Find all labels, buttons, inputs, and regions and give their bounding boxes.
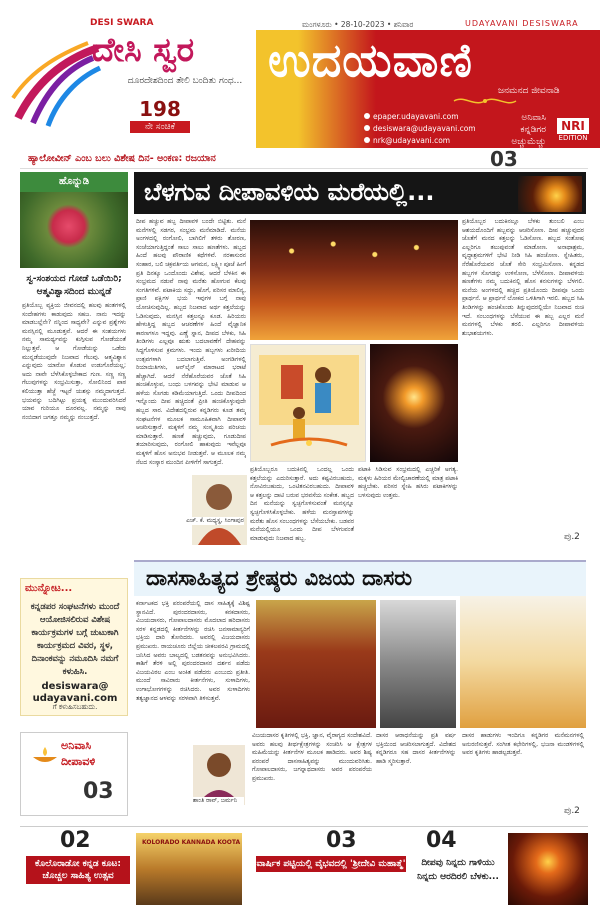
teaser3-diya-photo xyxy=(508,833,588,905)
teaser3-page-ref: 04 xyxy=(426,828,457,853)
logo-eyebrow: DESI SWARA xyxy=(90,18,154,28)
contact-desiswara-email[interactable]: desiswara@udayavani.com xyxy=(364,123,476,135)
masthead-subtitle: ಜನಮನದ ಜೀವನಾಡಿ xyxy=(498,86,560,96)
strip-headline: ಹ್ಯಾಲೋವೀನ್ ಎಂಬ ಬಲು ವಿಶೇಷ ದಿನ- ಅಂಕಣ: ರಜಯಾನ xyxy=(28,153,216,164)
article1-title[interactable]: ಬೆಳಗುವ ದೀಪಾವಳಿಯ ಮರೆಯಲ್ಲಿ... xyxy=(144,178,435,206)
date-line: ಮಂಗಳೂರು • 28-10-2023 • ಶನಿವಾರ xyxy=(302,20,414,29)
article2-column-1: ಕರ್ನಾಟಕದ ಭಕ್ತಿ ಪರಂಪರೆಯಲ್ಲಿ ದಾಸ ಸಾಹಿತ್ಯಕ್ಕೆ ವಿಶಿಷ್ಟ ಸ್ಥಾನವಿದೆ. ಪುರಂದರದಾಸರು, ಕನಕದಾಸರು, ವಿಜಯದಾಸರು, ಗೋಪಾಲದಾಸರು ಮೊದಲಾದ ಹರಿದಾಸರು ಸರಳ ಕನ್ನಡದಲ್ಲಿ ಕೀರ್ತನೆಗಳನ್ನು ರಚಿಸಿ ಜನಸಾಮಾನ್ಯರಿಗೆ ಭಕ್ತಿಯ ದಾರಿ ತೋರಿದರು. ಅವರಲ್ಲಿ ವಿಜಯದಾಸರು ಪ್ರಮುಖರು. ರಾಯಚೂರು ಜಿಲ್ಲೆಯ ಚೀಕಲಪರವಿ ಗ್ರಾಮದಲ್ಲಿ ಜನಿಸಿದ ಅವರು ಬಾಲ್ಯದಲ್ಲಿ ಬಡತನವನ್ನು ಅನುಭವಿಸಿದರು. ಕಾಶಿಗೆ ತೆರಳಿ ಅಲ್ಲಿ ಪುರಂದರದಾಸರ ದರ್ಶನ ಪಡೆದು ವಿಜಯವಿಠಲ ಎಂಬ ಅಂಕಿತ ಪಡೆದರು ಎಂಬುದು ಪ್ರತೀತಿ. ಮುಂದೆ ಸಾವಿರಾರು ಕೀರ್ತನೆಗಳು, ಸುಳಾದಿಗಳು, ಉಗಾಭೋಗಗಳನ್ನು ರಚಿಸಿದರು. ಅವರ ಸುಳಾದಿಗಳು ತತ್ವಜ್ಞಾನದ ಆಳವನ್ನು ಸರಳವಾಗಿ ತಿಳಿಸುತ್ತವೆ. xyxy=(136,600,250,702)
issue-label: ನೇ ಸಂಚಿಕೆ xyxy=(130,121,190,133)
munnota-promo-box xyxy=(20,578,128,716)
teaser2-headline[interactable]: ವಾರ್ಷಿಕ ಪಟ್ಟಿಯಲ್ಲಿ ವೈಭವದಲ್ಲಿ 'ಶ್ರೀದೇವಿ ಮಹಾತ್ಮೆ' xyxy=(256,856,406,872)
headline-strip[interactable] xyxy=(20,149,588,169)
article2-title[interactable]: ದಾಸಸಾಹಿತ್ಯದ ಶ್ರೇಷ್ಠರು ವಿಜಯ ದಾಸರು xyxy=(146,566,413,590)
honnudi-title: ಸ್ವ-ಸಂಶಯದ ಗೋಡೆ ಒಡೆಯಿರಿ; ಆತ್ಮವಿಶ್ವಾಸದಿಂದ ಮುನ್ನಡೆ xyxy=(26,274,122,297)
promo-email[interactable]: desiswara@ udayavani.com xyxy=(32,681,118,704)
article1-column-3: ಪಟಾಕಿ ಸಿಡಿಸುವ ಸಂಭ್ರಮದಲ್ಲಿ ಎಚ್ಚರಿಕೆ ಅಗತ್ಯ. ಮಕ್ಕಳು ಹಿರಿಯರ ಮೇಲ್ವಿಚಾರಣೆಯಲ್ಲಿ ಮಾತ್ರ ಪಟಾಕಿ ಹಚ್ಚಬೇಕು. ಪರಿಸರ ಸ್ನೇಹಿ ಹಸಿರು ಪಟಾಕಿಗಳನ್ನು ಬಳಸುವುದು ಉತ್ತಮ. xyxy=(358,466,458,499)
diya-lamp-image xyxy=(518,176,582,212)
strip-page-ref: 03 xyxy=(490,147,518,171)
bullet-icon xyxy=(364,137,370,143)
deepavali-title-line1: ಅನಿವಾಸಿ xyxy=(61,739,92,752)
nri-edition-badge: NRI EDITION xyxy=(558,119,588,142)
promo-heading: ಮುನ್ನೋಟ... xyxy=(25,583,73,594)
author2-photo xyxy=(193,745,245,805)
author1-byline: ಎಚ್. ಕೆ. ಮಧ್ಯಸ್ಥ, ಸಿಂಗಾಪುರ xyxy=(186,517,244,524)
contact-list xyxy=(364,111,476,147)
deity-painting-photo xyxy=(256,600,376,728)
rose-image xyxy=(20,192,128,268)
honnudi-section-label: ಹೊನ್ನುಡಿ xyxy=(20,172,128,192)
family-lighting-lamp-icon xyxy=(251,345,367,463)
logo-tagline: ದೂರದೇಶದಿಂದ ತೇಲಿ ಬಂದಿತು ಗಂಧ... xyxy=(127,76,243,86)
bullet-icon xyxy=(364,125,370,131)
article1-column-4: ಪ್ರತಿಯೊಬ್ಬರ ಬದುಕಿನಲ್ಲೂ ಬೆಳಕು ತುಂಬಲಿ ಎಂಬ ಆಶಯದೊಂದಿಗೆ ಹಬ್ಬವನ್ನು ಆಚರಿಸೋಣ. ದೀಪ ಹಚ್ಚುವುದರ ಜೊತೆಗೆ ಮನದ ಕತ್ತಲನ್ನು ಓಡಿಸೋಣ. ಹಬ್ಬದ ಸಂತೋಷ ಎಲ್ಲರಿಗೂ ತಲುಪುವಂತೆ ಮಾಡೋಣ. ಅನಾಥಾಶ್ರಮ, ವೃದ್ಧಾಶ್ರಮಗಳಿಗೆ ಭೇಟಿ ನೀಡಿ ಸಿಹಿ ಹಂಚೋಣ. ಸ್ನೇಹಿತರು, ನೆರೆಹೊರೆಯವರ ಜೊತೆ ಸೇರಿ ಸಂಭ್ರಮಿಸೋಣ. ಕನ್ನಡದ ಹಬ್ಬಗಳ ಸೊಗಡನ್ನು ಉಳಿಸೋಣ, ಬೆಳೆಸೋಣ. ದೀಪಾವಳಿಯ ಹಣತೆಗಳು ನಮ್ಮ ಬದುಕಿನಲ್ಲಿ ಹೊಸ ಕನಸುಗಳನ್ನು ಬೆಳಗಲಿ. ಮನೆಯ ಅಂಗಳದಲ್ಲಿ ಹಚ್ಚಿದ ಪ್ರತಿಯೊಂದು ದೀಪವೂ ಒಂದು ಪ್ರಾರ್ಥನೆ. ಆ ಪ್ರಾರ್ಥನೆ ಲೋಕದ ಒಳಿತಿಗಾಗಿ ಇರಲಿ. ಹಬ್ಬದ ಸಿಹಿ ತಿಂಡಿಗಳನ್ನು ಹಂಚಿಕೊಂಡು ತಿನ್ನುವುದರಲ್ಲಿಯೇ ನಿಜವಾದ ರುಚಿ ಇದೆ. ಸಂಬಂಧಗಳನ್ನು ಬೆಸೆಯುವ ಈ ಹಬ್ಬ ಎಲ್ಲರ ಮನೆ ಮನಗಳಲ್ಲಿ ಬೆಳಕು ತರಲಿ. ಎಲ್ಲರಿಗೂ ದೀಪಾವಳಿಯ ಶುಭಾಶಯಗಳು. xyxy=(462,218,584,337)
diya-lamp-icon xyxy=(31,745,59,765)
diwali-illustration xyxy=(250,344,366,462)
masthead-title: ಉದಯವಾಣಿ xyxy=(268,33,473,87)
issue-badge xyxy=(130,97,190,133)
teaser1-page-ref: 02 xyxy=(60,828,91,853)
article2-column-2: ವಿಜಯದಾಸರ ಕೃತಿಗಳಲ್ಲಿ ಭಕ್ತಿ, ಜ್ಞಾನ, ವೈರಾಗ್ಯದ ಸಂದೇಶವಿದೆ. ಅವರು ಹಲವು ತೀರ್ಥಕ್ಷೇತ್ರಗಳನ್ನು ಸಂಚರಿಸಿ ಆ ಕ್ಷೇತ್ರಗಳ ಮಹಿಮೆಯನ್ನು ಕೀರ್ತನೆಗಳ ಮೂಲಕ ಹಾಡಿದರು. ಅವರ ಶಿಷ್ಯ ಪರಂಪರೆ ದಾಸಸಾಹಿತ್ಯವನ್ನು ಮುಂದುವರಿಸಿತು. ಗೋಪಾಲದಾಸರು, ಜಗನ್ನಾಥದಾಸರು ಅವರ ಪರಂಪರೆಯ ಪ್ರಮುಖರು. xyxy=(252,732,372,782)
anivasi-deepavali-box[interactable] xyxy=(20,732,128,816)
author2-byline: ಶಾಂತಿ ರಾವ್, ಜರ್ಮನಿ xyxy=(186,797,244,805)
deepavali-title-line2: ದೀಪಾವಳಿ xyxy=(61,755,96,768)
article2-continued-ref: ಪು.2 xyxy=(564,806,580,816)
article1-column-2: ಪ್ರತಿಯೊಬ್ಬರೂ ಬದುಕಿನಲ್ಲಿ ಒಂದಲ್ಲ ಒಂದು ಕತ್ತಲೆಯನ್ನು ಎದುರಿಸುತ್ತಾರೆ. ಅದು ಕಷ್ಟವಿರಬಹುದು, ನೋವಿರಬಹುದು, ಒಂಟಿತನವಿರಬಹುದು. ದೀಪಾವಳಿ ಆ ಕತ್ತಲನ್ನು ದಾಟಿ ಬರುವ ಭರವಸೆಯ ಸಂಕೇತ. ಹಬ್ಬದ ದಿನ ಮನೆಯನ್ನು ಸ್ವಚ್ಛಗೊಳಿಸುವಂತೆ ಮನಸ್ಸನ್ನೂ ಸ್ವಚ್ಛಗೊಳಿಸಿಕೊಳ್ಳಬೇಕು. ಹಳೆಯ ಮನಸ್ತಾಪಗಳನ್ನು ಮರೆತು ಹೊಸ ಸಂಬಂಧಗಳನ್ನು ಬೆಸೆಯಬೇಕು. ಬಡವರ ಮನೆಯಲ್ಲಿಯೂ ಒಂದು ದೀಪ ಬೆಳಗುವಂತೆ ಮಾಡುವುದು ನಿಜವಾದ ಹಬ್ಬ. xyxy=(250,466,354,542)
sparkler-photo xyxy=(370,344,458,462)
promo-body: ಕನ್ನಡಪರ ಸಂಘಟನೆಗಳು ಮುಂದೆ ಆಯೋಜಿಸಲಿರುವ ವಿಶೇಷ ಕಾರ್ಯಕ್ರಮಗಳ ಬಗ್ಗೆ ಚುಟುಕಾಗಿ ಕಾರ್ಯಕ್ರಮದ ವಿವರ, ಸ್ಥಳ, ದಿನಾಂಕವನ್ನು ನಮೂದಿಸಿ ನಮಗೆ ಕಳುಹಿಸಿ. xyxy=(30,602,120,677)
diwali-lamps-photo xyxy=(250,220,458,340)
anivasi-tagline: ಅನಿವಾಸಿ ಕನ್ನಡಿಗರ ಅಚ್ಚುಮೆಚ್ಚು xyxy=(511,113,546,147)
logo-title: ದೇಸಿ ಸ್ವರ xyxy=(92,30,195,69)
newspaper-header xyxy=(0,0,600,148)
article1-continued-ref: ಪು.2 xyxy=(564,532,580,542)
author1-photo xyxy=(192,475,247,545)
article1-column-1: ದೀಪ ಹಚ್ಚುವ ಹಬ್ಬ ದೀಪಾವಳಿ ಬಂದೇ ಬಿಟ್ಟಿತು. ಮನೆ ಮನೆಗಳಲ್ಲಿ ಸಡಗರ, ಸಂಭ್ರಮ ಮನೆಮಾಡಿದೆ. ಮನೆಯ ಅಂಗಳದಲ್ಲಿ ರಂಗೋಲಿ, ಬಾಗಿಲಿಗೆ ತಳಿರು ತೋರಣ, ಸಂಜೆಯಾಗುತ್ತಿದ್ದಂತೆ ಸಾಲು ಸಾಲು ಹಣತೆಗಳು. ಹಬ್ಬದ ಹಿಂದೆ ಹಲವು ಪೌರಾಣಿಕ ಕಥೆಗಳಿವೆ. ನರಕಾಸುರನ ಸಂಹಾರ, ಬಲಿ ಚಕ್ರವರ್ತಿಯ ಆಗಮನ, ಲಕ್ಷ್ಮೀ ಪೂಜೆ ಹೀಗೆ ಪ್ರತಿ ದಿನಕ್ಕೂ ಒಂದೊಂದು ವಿಶೇಷ. ಆದರೆ ಬೆಳಕಿನ ಈ ಸಂಭ್ರಮದ ನಡುವೆ ನಾವು ಮರೆತು ಹೋಗುವ ಕೆಲವು ಸಂಗತಿಗಳಿವೆ. ಪಟಾಕಿಯ ಸದ್ದು, ಹೊಗೆ, ಪರಿಸರ ಮಾಲಿನ್ಯ, ಪ್ರಾಣಿ ಪಕ್ಷಿಗಳ ಭಯ ಇವುಗಳ ಬಗ್ಗೆ ನಾವು ಯೋಚಿಸುವುದಿಲ್ಲ. ಹಬ್ಬದ ನಿಜವಾದ ಅರ್ಥ ಕತ್ತಲೆಯನ್ನು ಓಡಿಸುವುದು, ಮನಸ್ಸಿನ ಕತ್ತಲನ್ನೂ ಕೂಡ. ಹಿರಿಯರು ಹೇಳುತ್ತಿದ್ದ ಹಬ್ಬದ ಆಚರಣೆಗಳ ಹಿಂದೆ ವೈಜ್ಞಾನಿಕ ಕಾರಣಗಳೂ ಇದ್ದವು. ಎಣ್ಣೆ ಸ್ನಾನ, ದೀಪದ ಬೆಳಕು, ಸಿಹಿ ತಿಂಡಿಗಳು ಎಲ್ಲವೂ ಋತು ಬದಲಾವಣೆಗೆ ದೇಹವನ್ನು ಸಿದ್ಧಗೊಳಿಸುವ ಕ್ರಮಗಳು. ಇಂದು ಹಬ್ಬಗಳು ಖರೀದಿಯ ಉತ್ಸವಗಳಾಗಿ ಬದಲಾಗುತ್ತಿವೆ. ಅಂಗಡಿಗಳಲ್ಲಿ ರಿಯಾಯಿತಿಗಳು, ಆನ್‌ಲೈನ್ ಮಾರಾಟದ ಭರಾಟೆ ಹೆಚ್ಚಾಗಿದೆ. ಆದರೆ ನೆರೆಹೊರೆಯವರ ಜೊತೆ ಸಿಹಿ ಹಂಚಿಕೊಳ್ಳುವ, ಬಂಧು ಬಳಗವನ್ನು ಭೇಟಿ ಮಾಡುವ ಆ ಹಳೆಯ ಸೊಗಡು ಕಡಿಮೆಯಾಗುತ್ತಿದೆ. ಒಂದು ದೀಪದಿಂದ ಇನ್ನೊಂದು ದೀಪ ಹಚ್ಚಿದಂತೆ ಪ್ರೀತಿ ಹಂಚಿಕೊಳ್ಳುವುದೇ ಹಬ್ಬದ ಸಾರ. ವಿದೇಶದಲ್ಲಿರುವ ಕನ್ನಡಿಗರು ಕೂಡ ತಮ್ಮ ಸಂಘಟನೆಗಳ ಮೂಲಕ ಸಾಮೂಹಿಕವಾಗಿ ದೀಪಾವಳಿ ಆಚರಿಸುತ್ತಾರೆ. ಮಕ್ಕಳಿಗೆ ನಮ್ಮ ಸಂಸ್ಕೃತಿಯ ಪರಿಚಯ ಮಾಡಿಸುತ್ತಾರೆ. ಹಣತೆ ಹಚ್ಚುವುದು, ಗೂಡುದೀಪ ತಯಾರಿಸುವುದು, ರಂಗೋಲಿ ಹಾಕುವುದು ಇವೆಲ್ಲವೂ ಮಕ್ಕಳಿಗೆ ಹೊಸ ಅನುಭವ ನೀಡುತ್ತವೆ. ಆ ಮೂಲಕ ನಮ್ಮ ನೆಲದ ಸಂಸ್ಕಾರ ಮುಂದಿನ ಪೀಳಿಗೆಗೆ ಸಾಗುತ್ತದೆ. xyxy=(136,218,246,466)
ornament-icon xyxy=(452,95,518,107)
promo-email-suffix: ಗೆ ಕಳುಹಿಸಬಹುದು. xyxy=(52,703,98,711)
contact-epaper[interactable]: epaper.udayavani.com xyxy=(364,111,476,123)
vijayadasa-portrait-photo xyxy=(380,600,456,728)
saint-with-tambura-illustration xyxy=(460,596,586,728)
honnudi-body: ಪ್ರತಿಯೊಬ್ಬ ವ್ಯಕ್ತಿಯ ಜೀವನದಲ್ಲಿ ಹಲವು ಹಂತಗಳಲ್ಲಿ ಸಂದೇಹಗಳು ಕಾಡುವುದು ಸಹಜ. ನಾನು ಇದನ್ನು ಮಾಡಬಲ್ಲೆನೇ? ನನ್ನಿಂದ ಸಾಧ್ಯವೇ? ಎನ್ನುವ ಪ್ರಶ್ನೆಗಳು ಮನಸ್ಸಿನಲ್ಲಿ ಮೂಡುತ್ತವೆ. ಆದರೆ ಈ ಸಂಶಯಗಳು ನಮ್ಮ ಸಾಮರ್ಥ್ಯವನ್ನು ಕುಗ್ಗಿಸುವ ಗೋಡೆಯಂತೆ ನಿಲ್ಲುತ್ತವೆ. ಆ ಗೋಡೆಯನ್ನು ಒಡೆದು ಮುನ್ನಡೆಯುವುದೇ ನಿಜವಾದ ಗೆಲುವು. ಆತ್ಮವಿಶ್ವಾಸ ಎನ್ನುವುದು ಯಾರೋ ಕೊಡುವ ಉಡುಗೊರೆಯಲ್ಲ; ಅದು ನಾವೇ ಬೆಳೆಸಿಕೊಳ್ಳಬೇಕಾದ ಗುಣ. ಸಣ್ಣ ಸಣ್ಣ ಗೆಲುವುಗಳನ್ನು ಸಂಭ್ರಮಿಸುತ್ತಾ, ಸೋಲಿನಿಂದ ಪಾಠ ಕಲಿಯುತ್ತಾ ಹೆಜ್ಜೆ ಇಟ್ಟರೆ ಯಶಸ್ಸು ನಮ್ಮದಾಗುತ್ತದೆ. ಭಯವನ್ನು ಬದಿಗಿಟ್ಟು ಪ್ರಯತ್ನ ಮುಂದುವರಿಸಿದರೆ ಯಾವ ಗುರಿಯೂ ದೂರವಲ್ಲ. ನಮ್ಮನ್ನು ನಾವು ನಂಬಿದಾಗ ಜಗತ್ತೂ ನಮ್ಮನ್ನು ನಂಬುತ್ತದೆ. xyxy=(22,302,126,421)
article2-column-4: ದಾಸರ ಹಾಡುಗಳು ಇಂದಿಗೂ ಕನ್ನಡಿಗರ ಮನೆಮನಗಳಲ್ಲಿ ಅನುರಣಿಸುತ್ತವೆ. ಸಂಗೀತ ಕಛೇರಿಗಳಲ್ಲಿ, ಭಜನಾ ಮಂಡಳಿಗಳಲ್ಲಿ ಅವರ ಕೃತಿಗಳು ಹಾಡಲ್ಪಡುತ್ತವೆ. xyxy=(462,732,584,757)
teaser3-headline[interactable]: ದೀಪವು ನಿನ್ನದು ಗಾಳಿಯು ನಿನ್ನದು ಆರದಿರಲಿ ಬೆಳಕು... xyxy=(417,858,499,882)
brand-line: UDAYAVANI DESISWARA xyxy=(465,19,579,28)
issue-number: 198 xyxy=(139,97,181,121)
teaser1-photo xyxy=(136,833,242,905)
teaser2-page-ref: 03 xyxy=(326,828,357,853)
bullet-icon xyxy=(364,113,370,119)
teaser1-banner: KOLORADO KANNADA KOOTA xyxy=(142,839,241,846)
teaser1-headline[interactable]: ಕೊಲೊರಾಡೋ ಕನ್ನಡ ಕೂಟ: ಚೊಚ್ಚಲ ಸಾಹಿತ್ಯ ಉತ್ಸವ xyxy=(26,856,130,884)
article2-column-3: ದಾಸರ ಆರಾಧನೆಯನ್ನು ಪ್ರತಿ ವರ್ಷ ಭಕ್ತಿಯಿಂದ ಆಚರಿಸಲಾಗುತ್ತದೆ. ವಿದೇಶದ ಕನ್ನಡಿಗರೂ ಸಹ ದಾಸರ ಕೀರ್ತನೆಗಳನ್ನು ಹಾಡಿ ಸ್ಮರಿಸುತ್ತಾರೆ. xyxy=(376,732,456,765)
contact-nrk-email[interactable]: nrk@udayavani.com xyxy=(364,135,476,147)
deepavali-page-ref: 03 xyxy=(83,779,114,804)
